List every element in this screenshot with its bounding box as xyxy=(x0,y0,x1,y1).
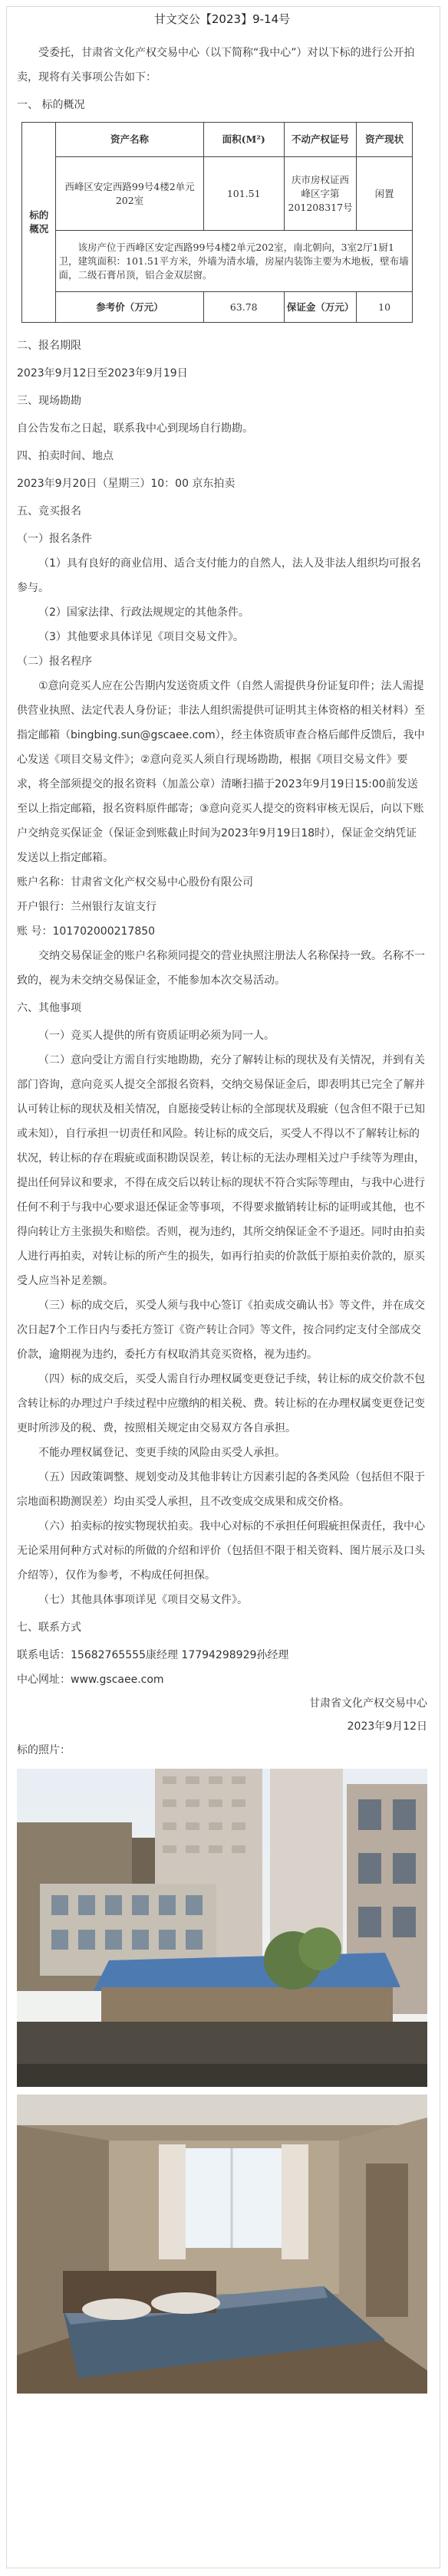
description-cell: 该房产位于西峰区安定西路99号4楼2单元202室，南北朝向，3室2厅1厨1卫，建筑面积：101.51平方米，外墙为清水墙，房屋内装饰主要为木地板，壁布墙面，二级石膏吊顶，铝合金双层窗。 xyxy=(56,231,413,292)
s5-2-a: ①意向竞买人应在公告期内发送资质文件（自然人需提供身份证复印件；法人需提供营业执照、法定代表人身份证；非法人组织需提供可证明其主体资格的相关材料）至指定邮箱（bingbing.sun@gscaee.com），经主体资质审查合格后邮件反馈后，我中心发送《项目交易文件》；②意向竞买人须自行现场勘勘，根据《项目交易文件》要求，将全部须提交的报名资料（加盖公章）清晰扫描于2023年9月19日15:00前发送至以上指定邮箱，报名资料原件邮寄；③意向竞买人提交的资料审核无误后，向以下账户交纳竞买保证金（保证金到账截止时间为2023年9月19日18时），保证金交纳凭证发送以上指定邮箱。 xyxy=(17,680,425,864)
registration-period: 2023年9月12日至2023年9月19日 xyxy=(17,367,188,380)
account-bank: 开户银行：兰州银行友谊支行 xyxy=(17,901,156,913)
status-cell: 闲置 xyxy=(357,157,413,231)
account-number: 账 号：101702000217850 xyxy=(17,925,156,938)
s6-5: （五）因政策调整、规划变动及其他非转让方因素引起的各类风险（包括但不限于宗地面积勘测误差）均由买受人承担，且不改变成交成果和成交价格。 xyxy=(17,1471,425,1508)
ref-price-label: 参考价（万元） xyxy=(56,292,203,323)
s5-2-b: 交纳交易保证金的账户名称须同提交的营业执照注册法人名称保持一致。名称不一致的，视为未交纳交易保证金，不能参加本次交易活动。 xyxy=(17,950,425,987)
s5-1-b: （2）国家法律、行政法规规定的其他条件。 xyxy=(38,606,249,619)
document-number: 甘文交公【2023】9-14号 xyxy=(153,12,291,26)
deposit-label: 保证金（万元） xyxy=(284,292,356,323)
photo-label: 标的照片： xyxy=(17,1744,71,1756)
s5-1-c: （3）其他要求具体详见《项目交易文件》。 xyxy=(38,631,244,643)
intro-paragraph: 受委托，甘肃省文化产权交易中心（以下简称“我中心”）对以下标的进行公开拍卖，现将有关事项公告如下： xyxy=(17,47,415,84)
bedroom-photo xyxy=(17,2095,427,2394)
contact-website[interactable]: 中心网址：www.gscaee.com xyxy=(17,1674,164,1686)
asset-table xyxy=(21,122,413,323)
area-cell: 101.51 xyxy=(203,157,284,231)
section-5-title: 五、竞买报名 xyxy=(17,505,81,518)
col-status: 资产现状 xyxy=(357,123,413,157)
row-header-cell: 标的概况 xyxy=(22,123,56,323)
section-6-title: 六、其他事项 xyxy=(17,1002,81,1014)
col-area: 面积(M²) xyxy=(203,123,284,157)
section-2-title: 二、报名期限 xyxy=(17,340,81,352)
s5-sub-1: （一）报名条件 xyxy=(17,533,92,545)
section-1-title: 一、 标的概况 xyxy=(17,99,85,111)
deposit-value: 10 xyxy=(357,292,413,323)
s6-2: （二）意向受让方需自行实地勘勘，充分了解转让标的现状及有关情况，并到有关部门咨询，意向竞买人提交全部报名资料，交纳交易保证金后，即表明其已完全了解并认可转让标的现状及相关情况，自愿接受转让标的全部现状及瑕疵（包含但不限于已知或未知），自行承担一切责任和风险。转让标的成交后，买受人不得以不了解转让标的状况，转让标的存在瑕疵或面积勘误误差，转让标的无法办理相关过户手续等为理由，提出任何异议和要求，不得在成交后以转让标的现状不符合实际等理由，与我中心进行任何不利于与我中心要求退还保证金等事项，不得要求撤销转让标的证明或其他，也不得向转让方主张损失和赔偿。否则，视为违约，其所交纳保证金不予退还。同时由拍卖人进行再拍卖，对转让标的所产生的损失，如再行拍卖的价款低于原拍卖价款的，原买受人应当补足差额。 xyxy=(17,1054,425,1287)
s5-1-a: （1）具有良好的商业信用、适合支付能力的自然人，法人及非法人组织均可报名参与。 xyxy=(17,557,421,594)
s6-6: （六）拍卖标的按实物现状拍卖。我中心对标的不承担任何瑕疵担保责任，我中心无论采用何种方式对标的所做的介绍和评价（包括但不限于相关资料、图片展示及口头介绍等），仅作为参考，不构成任何担保。 xyxy=(17,1520,425,1582)
account-name: 账户名称：甘肃省文化产权交易中心股份有限公司 xyxy=(17,876,253,889)
col-cert: 不动产权证号 xyxy=(284,123,356,157)
s6-3: （三）标的成交后，买受人须与我中心签订《拍卖成交确认书》等文件，并在成交次日起7个工作日内与委托方签订《资产转让合同》等文件，按合同约定支付全部成交价款，逾期视为违约，委托方有权取消其竞买资格，视为违约。 xyxy=(17,1300,425,1361)
site-inspection: 自公告发布之日起，联系我中心到现场自行勘勘。 xyxy=(17,422,253,435)
exterior-photo xyxy=(17,1769,427,2087)
cert-cell: 庆市房权证西峰区字第201208317号 xyxy=(284,157,356,231)
s6-4b: 不能办理权属登记、变更手续的风险由买受人承担。 xyxy=(38,1447,285,1459)
s6-4: （四）标的成交后，买受人需自行办理权属变更登记手续，转让标的成交价款不包含转让标的办理过户手续过程中应缴纳的相关税、费。转让标的在办理权属变更登记变更时所涉及的税、费，按照相关规定由交易双方各自承担。 xyxy=(17,1373,425,1434)
auction-time: 2023年9月20日（星期三）10：00 京东拍卖 xyxy=(17,478,236,490)
signature-date: 2023年9月12日 xyxy=(347,1720,427,1733)
s6-7: （七）其他具体事项详见《项目交易文件》。 xyxy=(38,1594,248,1606)
section-7-title: 七、联系方式 xyxy=(17,1622,81,1634)
article-body xyxy=(17,11,427,2394)
col-asset-name: 资产名称 xyxy=(56,123,203,157)
signature-org: 甘肃省文化产权交易中心 xyxy=(309,1697,427,1710)
s5-sub-2: （二）报名程序 xyxy=(17,656,92,668)
asset-name-cell: 西峰区安定西路99号4楼2单元202室 xyxy=(56,157,203,231)
section-3-title: 三、现场勘勘 xyxy=(17,395,81,407)
ref-price-value: 63.78 xyxy=(203,292,284,323)
section-4-title: 四、拍卖时间、地点 xyxy=(17,450,114,462)
s6-1: （一）竞买人提供的所有资质证明必须为同一人。 xyxy=(38,1030,275,1042)
contact-phone: 联系电话：15682765555康经理 17794298929孙经理 xyxy=(17,1649,289,1661)
